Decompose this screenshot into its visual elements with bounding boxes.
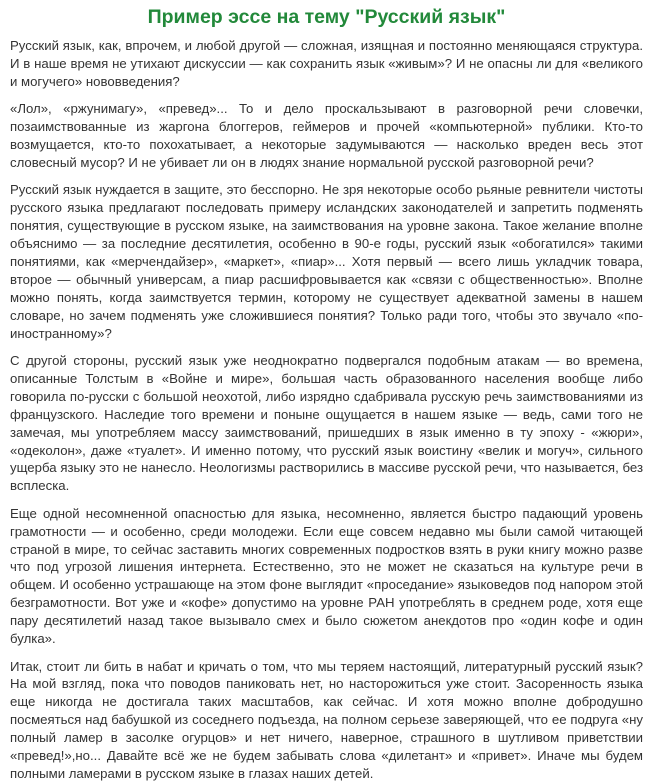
paragraph-3: Русский язык нуждается в защите, это бесспорно. Не зря некоторые особо рьяные ревнители чистоты русского языка предлагают последовать примеру исландских законодателей и запретить подменять понятия, существующие в русском языке, на заимствования на уровне закона. Такое желание вполне объяснимо — за последние десятилетия, особенно в 90-е годы, русский язык «обогатился» такими понятиями, как «мерчендайзер», «маркет», «пиар»... Хотя первый — всего лишь укладчик товара, второе — обычный универсам, а пиар расшифровывается как «связи с общественностью». Вполне можно понять, когда заимствуется термин, которому не существует адекватной замены в нашем словаре, но зачем подменять уже сложившиеся понятия? Только ради того, чтобы это звучало «по-иностранному»? bbox=[10, 182, 643, 341]
article bbox=[10, 0, 643, 783]
paragraph-6: Итак, стоит ли бить в набат и кричать о том, что мы теряем настоящий, литературный русский язык? На мой взгляд, пока что поводов паниковать нет, но насторожиться уже стоит. Засоренность языка еще никогда не достигала таких масштабов, как сейчас. И хотя можно вполне добродушно посмеяться над бабушкой из соседнего подъезда, на полном серьезе заверяющей, что ее подруга «ну полный ламер в засолке огурцов» и нет ничего, наверное, страшного в шутливом приветствии «превед!»,но... Давайте всё же не будем забывать слова «дилетант» и «привет». Иначе мы будем полными ламерами в русском языке в глазах наших детей. bbox=[10, 658, 643, 781]
page-title: Пример эссе на тему "Русский язык" bbox=[147, 6, 506, 28]
paragraph-4: С другой стороны, русский язык уже неоднократно подвергался подобным атакам — во времена, описанные Толстым в «Войне и мире», большая часть образованного населения вообще либо говорила по-русски с большой неохотой, либо изрядно сдабривала русскую речь заимствованиями из французского. Наследие того времени и поныне ощущается в нашем языке — ведь, сами того не замечая, мы употребляем массу заимствований, пришедших в язык именно в ту эпоху - «жюри», «одеколон», даже «туалет». И именно потому, что русский язык воистину «велик и могуч», сильного ущерба языку это не нанесло. Неологизмы растворились в массиве русской речи, что называется, без всплеска. bbox=[10, 353, 643, 494]
paragraph-5: Еще одной несомненной опасностью для языка, несомненно, является быстро падающий уровень грамотности — и особенно, среди молодежи. Если еще совсем недавно мы были самой читающей страной в мире, то сейчас заставить многих современных подростков взять в руки книгу можно разве что под угрозой лишения интернета. Естественно, это не может не сказаться на культуре речи в общем. И особенно устрашающе на этом фоне выглядит «проседание» языковедов под напором этой безграмотности. Вот уже и «кофе» допустимо на уровне РАН употреблять в среднем роде, хотя еще пару десятилетий назад такое вызывало смех и было сюжетом анекдотов про «один кофе и один булка». bbox=[10, 505, 643, 647]
paragraph-1: Русский язык, как, впрочем, и любой другой — сложная, изящная и постоянно меняющаяся структура. И в наше время не утихают дискуссии — как сохранить язык «живым»? И не опасны ли для «великого и могучего» нововведения? bbox=[10, 38, 643, 89]
paragraph-2: «Лол», «ржунимагу», «превед»... То и дело проскальзывают в разговорной речи словечки, позаимствованные из жаргона блоггеров, геймеров и прочей «компьютерной» публики. Кто-то возмущается, кто-то похохатывает, а некоторые задумываются — насколько вреден весь этот словесный мусор? И не убивает ли он в людях знание нормальной русской разговорной речи? bbox=[10, 101, 643, 170]
